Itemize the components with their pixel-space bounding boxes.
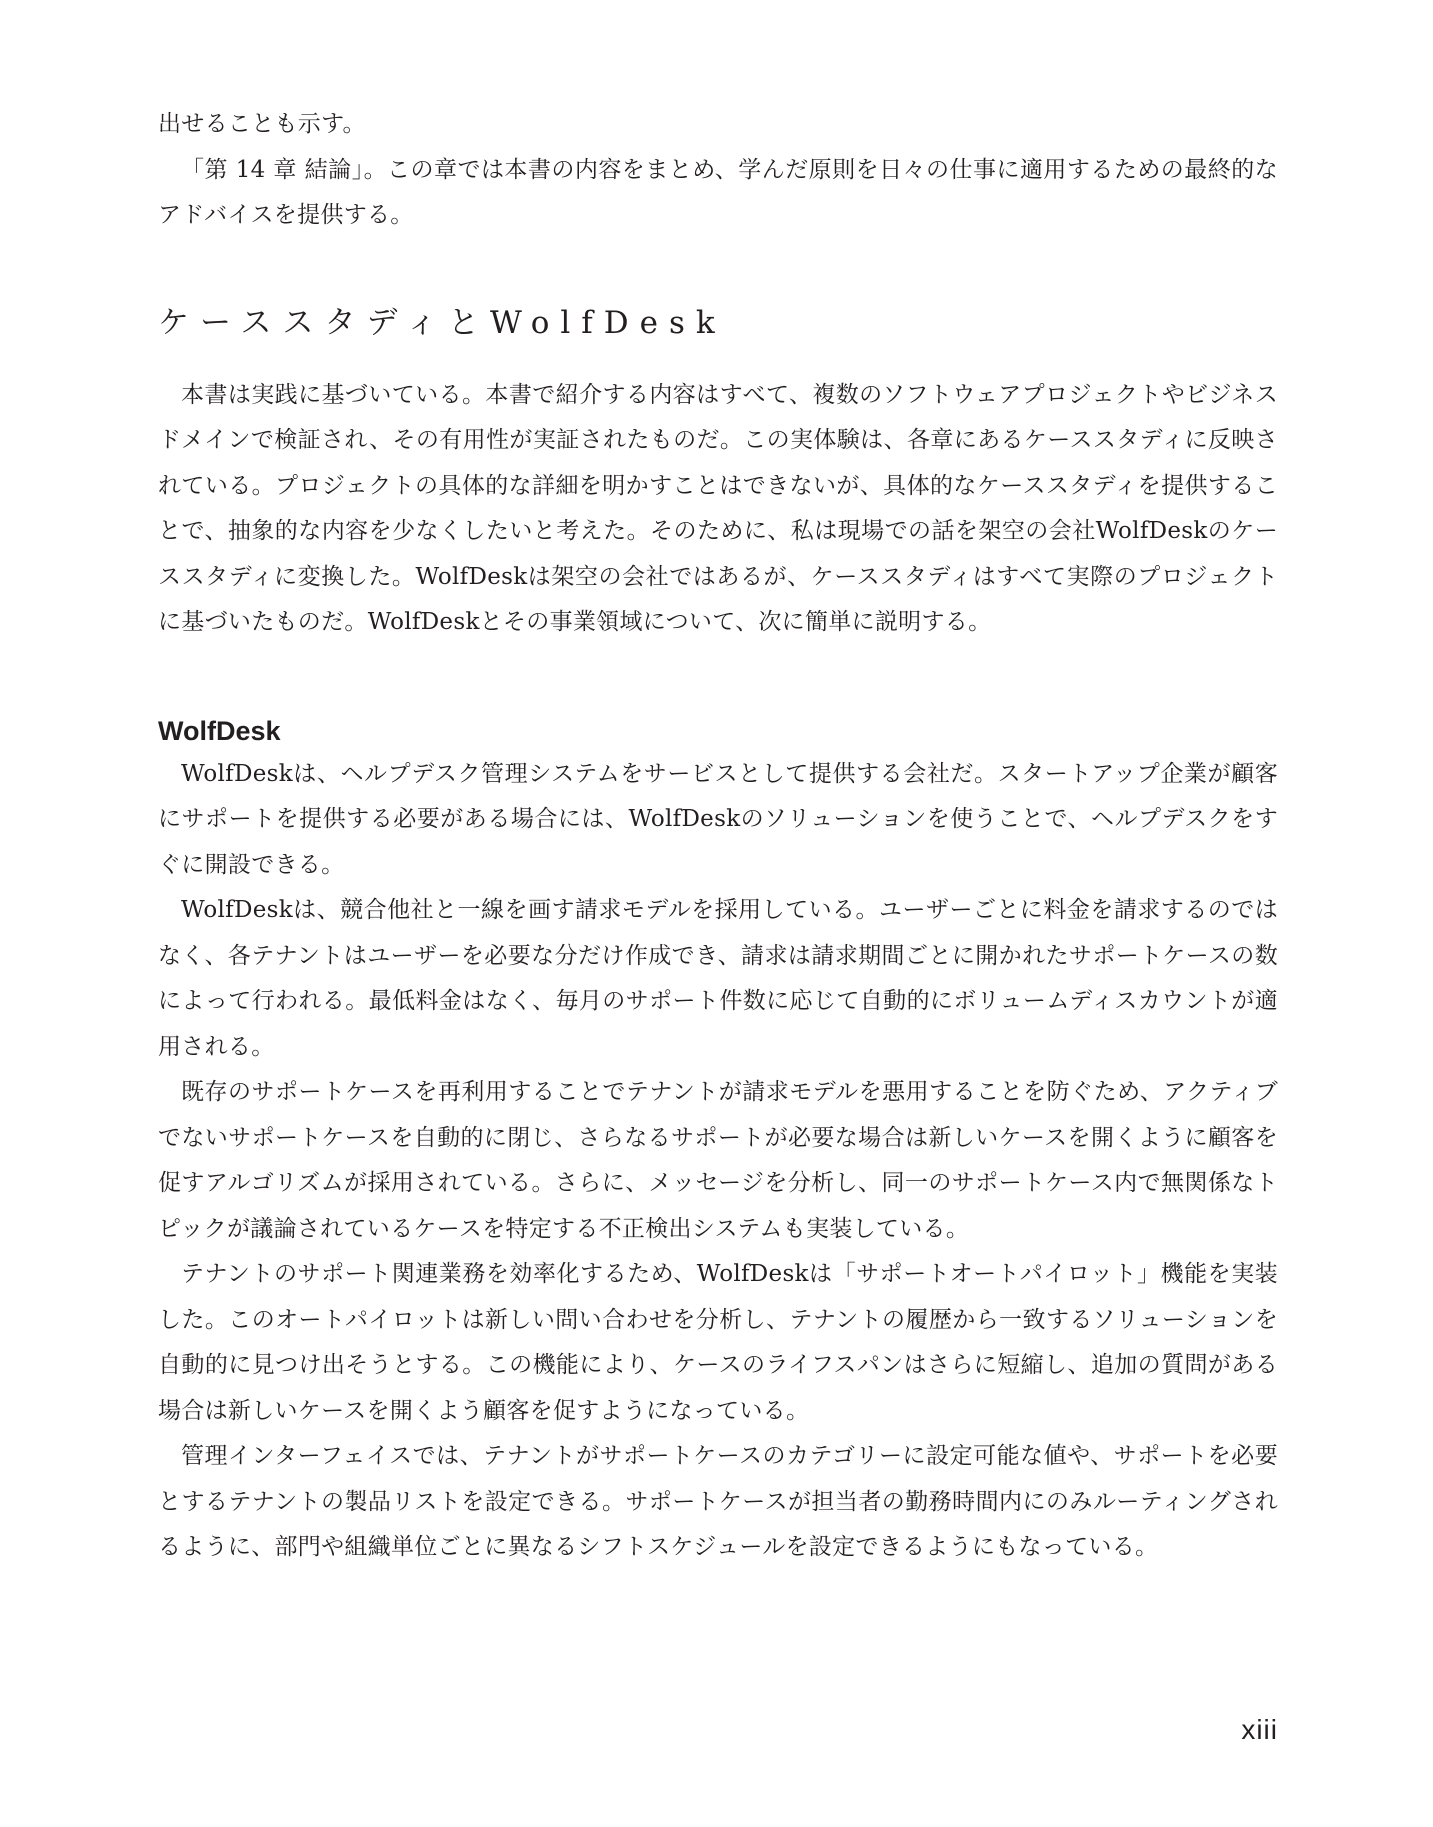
subsection-heading: WolfDesk xyxy=(158,715,281,746)
wolfdesk-paragraph-3: 既存のサポートケースを再利用することでテナントが請求モデルを悪用することを防ぐため、アクティブでないサポートケースを自動的に閉じ、さらなるサポートが必要な場合は新しいケースを開くように顧客を促すアルゴリズムが採用されている。さらに、メッセージを分析し、同一のサポートケース内で無関係なトピックが議論されているケースを特定する不正検出システムも実装している。 xyxy=(158,1079,1278,1242)
section-heading: ケーススタディとWolfDesk xyxy=(158,304,726,341)
page-number: xiii xyxy=(1241,1714,1278,1745)
section-paragraph: 本書は実践に基づいている。本書で紹介する内容はすべて、複数のソフトウェアプロジェクトやビジネスドメインで検証され、その有用性が実証されたものだ。この実体験は、各章にあるケーススタディに反映されている。プロジェクトの具体的な詳細を明かすことはできないが、具体的なケーススタディを提供することで、抽象的な内容を少なくしたいと考えた。そのために、私は現場での話を架空の会社WolfDeskのケーススタディに変換した。WolfDeskは架空の会社ではあるが、ケーススタディはすべて実際のプロジェクトに基づいたものだ。WolfDeskとその事業領域について、次に簡単に説明する。 xyxy=(158,381,1278,635)
wolfdesk-paragraph-5: 管理インターフェイスでは、テナントがサポートケースのカテゴリーに設定可能な値や、サポートを必要とするテナントの製品リストを設定できる。サポートケースが担当者の勤務時間内にのみルーティングされるように、部門や組織単位ごとに異なるシフトスケジュールを設定できるようにもなっている。 xyxy=(158,1443,1278,1560)
page-body xyxy=(158,102,1278,1571)
intro-continuation: 出せることも示す。 xyxy=(158,111,366,137)
wolfdesk-paragraph-4: テナントのサポート関連業務を効率化するため、WolfDeskは「サポートオートパイロット」機能を実装した。このオートパイロットは新しい問い合わせを分析し、テナントの履歴から一致するソリューションを自動的に見つけ出そうとする。この機能により、ケースのライフスパンはさらに短縮し、追加の質問がある場合は新しいケースを開くよう顧客を促すようになっている。 xyxy=(158,1261,1278,1424)
wolfdesk-paragraph-1: WolfDeskは、ヘルプデスク管理システムをサービスとして提供する会社だ。スタートアップ企業が顧客にサポートを提供する必要がある場合には、WolfDeskのソリューションを使うことで、ヘルプデスクをすぐに開設できる。 xyxy=(158,760,1278,878)
chapter-14-summary: 「第 14 章 結論」。この章では本書の内容をまとめ、学んだ原則を日々の仕事に適用するための最終的なアドバイスを提供する。 xyxy=(158,156,1278,228)
wolfdesk-paragraph-2: WolfDeskは、競合他社と一線を画す請求モデルを採用している。ユーザーごとに料金を請求するのではなく、各テナントはユーザーを必要な分だけ作成でき、請求は請求期間ごとに開かれたサポートケースの数によって行われる。最低料金はなく、毎月のサポート件数に応じて自動的にボリュームディスカウントが適用される。 xyxy=(158,897,1278,1060)
